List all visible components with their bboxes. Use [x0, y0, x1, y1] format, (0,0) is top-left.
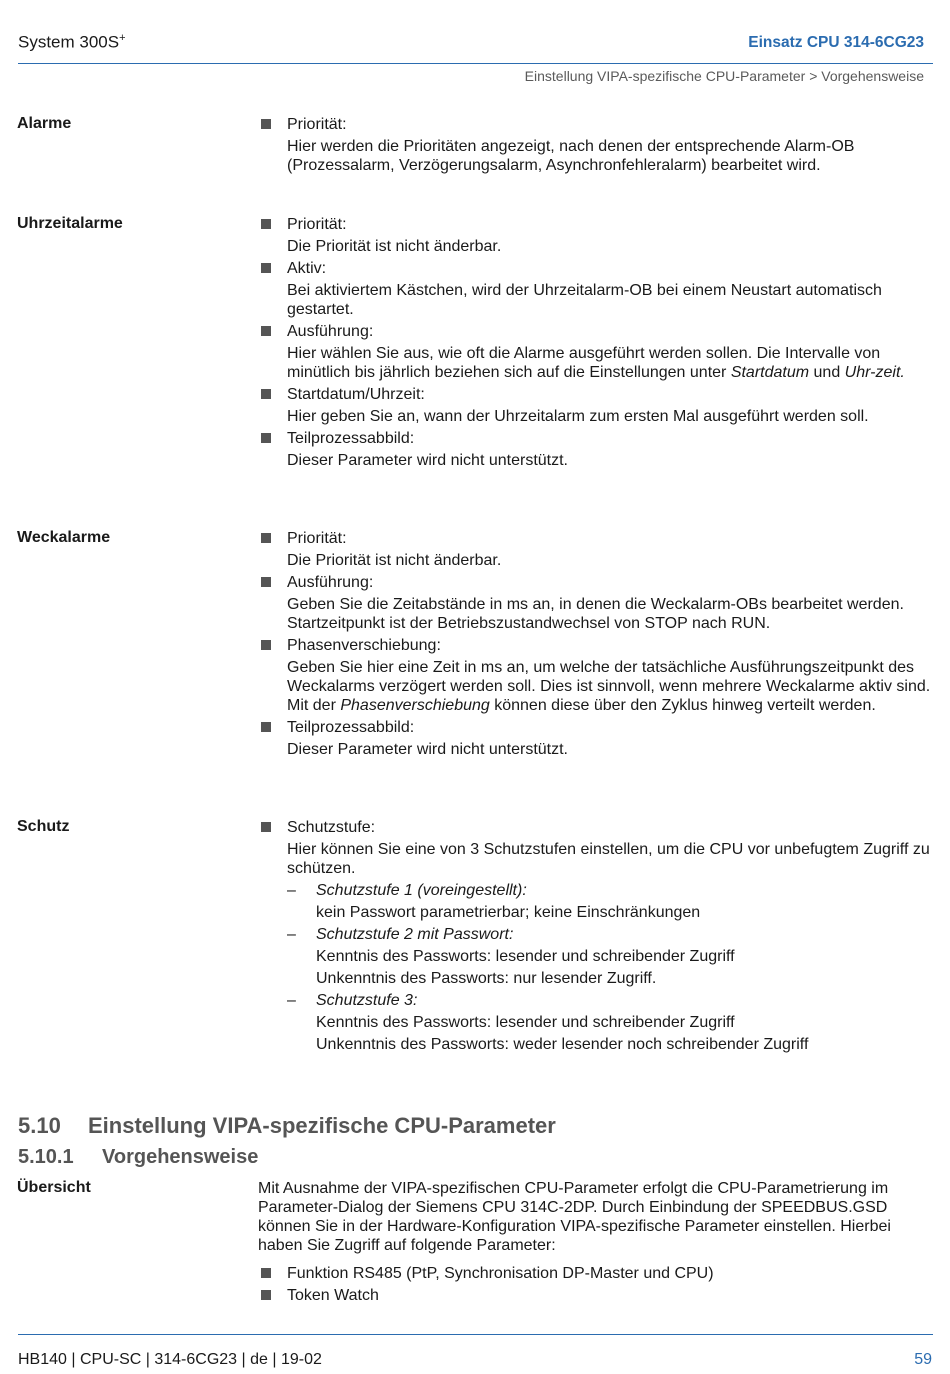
item-description: Dieser Parameter wird nicht unterstützt.	[287, 452, 568, 469]
header-chapter-title: Einsatz CPU 314-6CG23	[748, 34, 924, 51]
square-bullet-icon	[261, 577, 271, 587]
list-item	[258, 322, 932, 382]
overview-text: Mit Ausnahme der VIPA-spezifischen CPU-Parameter erfolgt die CPU-Parametrierung im Parameter-Dialog der Siemens CPU 314C-2DP. Durch Einbindung der SPEEDBUS.GSD können Sie in der Hardware-Konfiguration VIPA-spezifische Parameter einstellen. Hierbei haben Sie Zugriff auf folgende Parameter:	[258, 1180, 891, 1254]
footer-doc-info: HB140 | CPU-SC | 314-6CG23 | de | 19-02	[18, 1351, 322, 1368]
dash-marker: –	[287, 882, 296, 899]
list-item	[258, 1286, 932, 1305]
item-description: Hier wählen Sie aus, wie oft die Alarme ausgeführt werden sollen. Die Intervalle von minütlich bis jährlich beziehen sich auf die Einstellungen unter Startdatum und Uhr-zeit.	[287, 345, 905, 381]
item-title: Schutzstufe:	[287, 819, 376, 836]
item-title: Funktion RS485 (PtP, Synchronisation DP-Master und CPU)	[287, 1265, 714, 1282]
item-description: Dieser Parameter wird nicht unterstützt.	[287, 741, 568, 758]
square-bullet-icon	[261, 533, 271, 543]
protection-level-2	[287, 925, 932, 988]
square-bullet-icon	[261, 119, 271, 129]
item-description: Die Priorität ist nicht änderbar.	[287, 238, 502, 255]
list-item	[258, 215, 932, 256]
item-title: Phasenverschiebung:	[287, 637, 441, 654]
list-item	[258, 385, 932, 426]
item-title: Priorität:	[287, 216, 347, 233]
protection-level-3	[287, 991, 932, 1054]
square-bullet-icon	[261, 640, 271, 650]
item-title: Aktiv:	[287, 260, 327, 277]
item-title: Priorität:	[287, 116, 347, 133]
square-bullet-icon	[261, 389, 271, 399]
header-system-title: System 300S+	[18, 32, 126, 52]
chapter-heading: 5.10 Einstellung VIPA-spezifische CPU-Parameter	[18, 1113, 556, 1138]
square-bullet-icon	[261, 722, 271, 732]
subchapter-heading: 5.10.1 Vorgehensweise	[18, 1146, 259, 1168]
level-title: Schutzstufe 3:	[316, 992, 418, 1009]
list-item	[258, 1264, 932, 1283]
list-item	[258, 115, 932, 175]
item-description: Geben Sie hier eine Zeit in ms an, um welche der tatsächliche Ausführungszeitpunkt des Weckalarms verzögert werden soll. Dies ist sinnvoll, wenn mehrere Weckalarme aktiv sind. Mit der Phasenverschiebung können diese über den Zyklus hinweg verteilt werden.	[287, 659, 931, 714]
level-line: Kenntnis des Passworts: lesender und schreibender Zugriff	[316, 948, 735, 965]
list-item	[258, 259, 932, 319]
dash-marker: –	[287, 992, 296, 1009]
level-line: Kenntnis des Passworts: lesender und schreibender Zugriff	[316, 1014, 735, 1031]
square-bullet-icon	[261, 219, 271, 229]
section-label: Weckalarme	[17, 529, 111, 546]
item-title: Token Watch	[287, 1287, 379, 1304]
item-description: Die Priorität ist nicht änderbar.	[287, 552, 502, 569]
section-label: Schutz	[17, 818, 70, 835]
item-title: Priorität:	[287, 530, 347, 547]
square-bullet-icon	[261, 1290, 271, 1300]
square-bullet-icon	[261, 433, 271, 443]
list-item	[258, 636, 932, 715]
list-item	[258, 529, 932, 570]
level-line: Unkenntnis des Passworts: nur lesender Zugriff.	[316, 970, 657, 987]
item-description: Hier können Sie eine von 3 Schutzstufen einstellen, um die CPU vor unbefugtem Zugriff zu schützen.	[287, 841, 930, 877]
overview-label: Übersicht	[17, 1179, 91, 1196]
level-title: Schutzstufe 1 (voreingestellt):	[316, 882, 527, 899]
item-title: Teilprozessabbild:	[287, 719, 415, 736]
square-bullet-icon	[261, 1268, 271, 1278]
item-description: Bei aktiviertem Kästchen, wird der Uhrzeitalarm-OB bei einem Neustart automatisch gestartet.	[287, 282, 882, 318]
item-description: Geben Sie die Zeitabstände in ms an, in denen die Weckalarm-OBs bearbeitet werden. Startzeitpunkt ist der Betriebszustandwechsel von STOP nach RUN.	[287, 596, 904, 632]
list-item	[258, 718, 932, 759]
item-title: Ausführung:	[287, 323, 374, 340]
dash-marker: –	[287, 926, 296, 943]
square-bullet-icon	[261, 822, 271, 832]
square-bullet-icon	[261, 263, 271, 273]
item-description: Hier geben Sie an, wann der Uhrzeitalarm zum ersten Mal ausgeführt werden soll.	[287, 408, 869, 425]
item-title: Teilprozessabbild:	[287, 430, 415, 447]
list-item	[258, 818, 932, 1054]
item-title: Startdatum/Uhrzeit:	[287, 386, 425, 403]
header-breadcrumb: Einstellung VIPA-spezifische CPU-Parameter > Vorgehensweise	[524, 68, 924, 84]
list-item	[258, 429, 932, 470]
page-number: 59	[914, 1351, 932, 1368]
section-label: Uhrzeitalarme	[17, 215, 123, 232]
level-line: kein Passwort parametrierbar; keine Einschränkungen	[316, 904, 701, 921]
item-description: Hier werden die Prioritäten angezeigt, nach denen der entsprechende Alarm-OB (Prozessalarm, Verzögerungsalarm, Asynchronfehleralarm) bearbeitet wird.	[287, 138, 855, 174]
footer-divider	[18, 1334, 933, 1335]
square-bullet-icon	[261, 326, 271, 336]
list-item	[258, 573, 932, 633]
protection-level-1	[287, 881, 932, 922]
level-title: Schutzstufe 2 mit Passwort:	[316, 926, 514, 943]
section-label: Alarme	[17, 115, 72, 132]
header-divider	[18, 63, 933, 64]
item-title: Ausführung:	[287, 574, 374, 591]
level-line: Unkenntnis des Passworts: weder lesender noch schreibender Zugriff	[316, 1036, 809, 1053]
